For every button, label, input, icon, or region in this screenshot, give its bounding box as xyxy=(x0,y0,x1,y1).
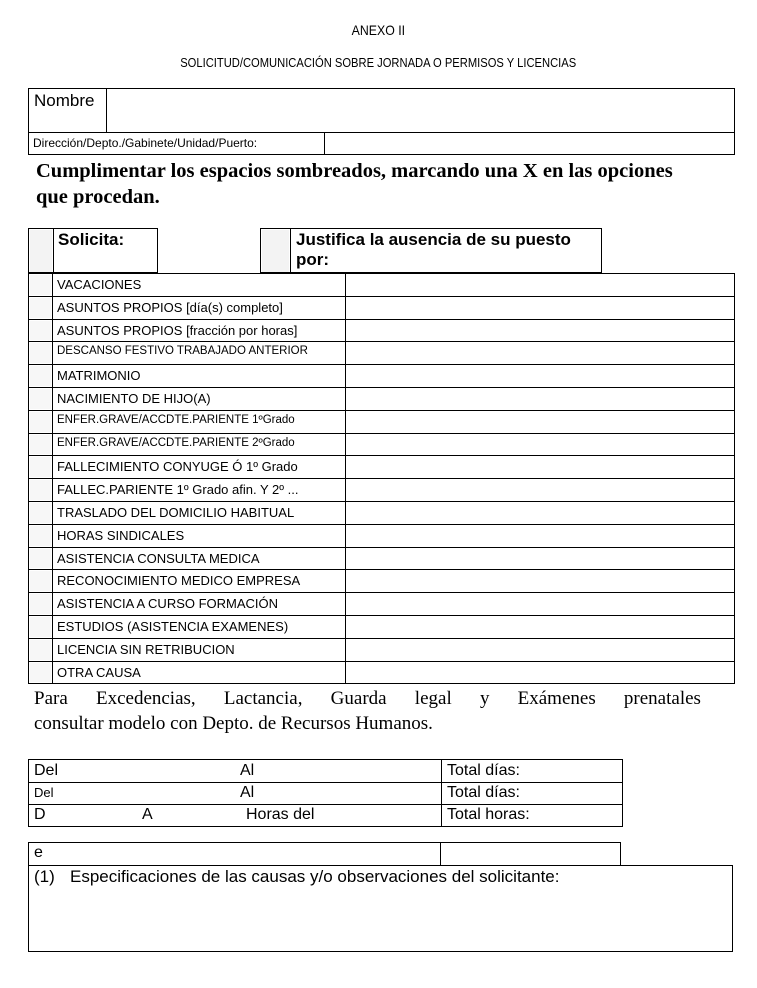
note-word: prenatales xyxy=(623,688,701,709)
reason-label: ASISTENCIA CONSULTA MEDICA xyxy=(57,550,260,566)
reason-checkbox[interactable] xyxy=(30,435,51,455)
reason-detail-field[interactable] xyxy=(347,435,733,455)
reason-checkbox[interactable] xyxy=(30,549,51,569)
observations-label: Especificaciones de las causas y/o observaciones del solicitante: xyxy=(70,867,560,886)
note-text xyxy=(34,686,701,736)
reason-detail-field[interactable] xyxy=(347,275,733,295)
solicita-label: Solicita: xyxy=(58,230,125,249)
justifica-label: Justifica la ausencia de su puesto por: xyxy=(296,230,571,269)
reason-label: FALLEC.PARIENTE 1º Grado afin. Y 2º ... xyxy=(57,482,299,498)
reason-detail-field[interactable] xyxy=(347,594,733,614)
reason-checkbox[interactable] xyxy=(30,457,51,477)
reason-label: MATRIMONIO xyxy=(57,368,141,384)
date-from-label-1: Del xyxy=(34,762,59,779)
reason-checkbox[interactable] xyxy=(30,480,51,500)
solicita-checkbox[interactable] xyxy=(30,230,52,272)
reason-checkbox[interactable] xyxy=(30,343,51,363)
reason-checkbox[interactable] xyxy=(30,503,51,523)
reason-detail-field[interactable] xyxy=(347,571,733,591)
reason-checkbox[interactable] xyxy=(30,275,51,295)
observations-number: (1) xyxy=(34,867,55,886)
reason-label: ESTUDIOS (ASISTENCIA EXAMENES) xyxy=(57,619,289,634)
reason-detail-field[interactable] xyxy=(347,617,733,637)
reason-checkbox[interactable] xyxy=(30,663,51,683)
total-hours-label: Total horas: xyxy=(447,806,530,823)
reason-detail-field[interactable] xyxy=(347,663,733,683)
date-to-label-1: Al xyxy=(240,762,255,779)
reason-label: FALLECIMIENTO CONYUGE Ó 1º Grado xyxy=(57,459,298,475)
reason-detail-field[interactable] xyxy=(347,366,733,386)
note-word: Excedencias, xyxy=(95,688,196,709)
reason-checkbox[interactable] xyxy=(30,412,51,432)
dates-box xyxy=(28,759,623,827)
note-word: Guarda xyxy=(330,688,387,709)
reason-detail-field[interactable] xyxy=(347,412,733,432)
reason-label: VACACIONES xyxy=(57,277,142,292)
reason-checkbox[interactable] xyxy=(30,571,51,591)
reason-checkbox[interactable] xyxy=(30,526,51,546)
reason-checkbox[interactable] xyxy=(30,617,51,637)
note-word: Lactancia, xyxy=(223,688,303,709)
reason-checkbox[interactable] xyxy=(30,389,51,409)
total-days-label-1: Total días: xyxy=(447,762,520,779)
reason-label: ASUNTOS PROPIOS [día(s) completo] xyxy=(57,299,283,315)
note-word: Para xyxy=(34,688,68,709)
reason-detail-field[interactable] xyxy=(347,503,733,523)
reason-label: LICENCIA SIN RETRIBUCION xyxy=(57,641,235,657)
reason-label: NACIMIENTO DE HIJO(A) xyxy=(57,391,211,406)
note-word: legal xyxy=(414,688,452,709)
reason-detail-field[interactable] xyxy=(347,343,733,363)
reason-checkbox[interactable] xyxy=(30,321,51,341)
extra-row-label: e xyxy=(34,844,43,861)
note-word: Exámenes xyxy=(517,688,596,709)
hours-day-label: D xyxy=(34,806,46,823)
date-to-label-2: Al xyxy=(240,784,255,801)
annex-title: ANEXO II xyxy=(351,22,406,38)
reason-checkbox[interactable] xyxy=(30,366,51,386)
department-label: Dirección/Depto./Gabinete/Unidad/Puerto: xyxy=(33,136,258,150)
reason-label: HORAS SINDICALES xyxy=(57,527,185,543)
reason-detail-field[interactable] xyxy=(347,298,733,318)
extra-row-box xyxy=(28,842,621,866)
department-field[interactable] xyxy=(326,134,732,153)
reason-detail-field[interactable] xyxy=(347,640,733,660)
instructions-text: Cumplimentar los espacios sombreados, marcando una X en las opciones que procedan. xyxy=(36,160,673,208)
note-line-2: consultar modelo con Depto. de Recursos Humanos. xyxy=(34,713,433,734)
reason-label: ENFER.GRAVE/ACCDTE.PARIENTE 1ºGrado xyxy=(57,413,295,426)
reason-label: ASUNTOS PROPIOS [fracción por horas] xyxy=(57,322,298,338)
document-title: SOLICITUD/COMUNICACIÓN SOBRE JORNADA O PERMISOS Y LICENCIAS xyxy=(180,55,577,70)
reason-detail-field[interactable] xyxy=(347,549,733,569)
name-field[interactable] xyxy=(108,90,732,130)
hours-from-label: Horas del xyxy=(246,806,315,823)
reason-detail-field[interactable] xyxy=(347,321,733,341)
reason-label: ENFER.GRAVE/ACCDTE.PARIENTE 2ºGrado xyxy=(57,436,295,449)
hours-a-label: A xyxy=(142,806,153,823)
total-days-label-2: Total días: xyxy=(447,784,520,801)
reason-label: RECONOCIMIENTO MEDICO EMPRESA xyxy=(57,573,301,589)
reason-label: ASISTENCIA A CURSO FORMACIÓN xyxy=(57,596,279,612)
name-label: Nombre xyxy=(34,91,95,110)
reason-label: DESCANSO FESTIVO TRABAJADO ANTERIOR xyxy=(57,345,308,358)
justifica-checkbox[interactable] xyxy=(262,230,289,272)
note-word: y xyxy=(479,688,490,709)
reason-detail-field[interactable] xyxy=(347,480,733,500)
reason-checkbox[interactable] xyxy=(30,298,51,318)
reason-checkbox[interactable] xyxy=(30,640,51,660)
reason-detail-field[interactable] xyxy=(347,457,733,477)
reason-label: OTRA CAUSA xyxy=(57,664,141,680)
reason-checkbox[interactable] xyxy=(30,594,51,614)
reason-label: TRASLADO DEL DOMICILIO HABITUAL xyxy=(57,505,295,520)
date-from-label-2: Del xyxy=(34,785,54,800)
reason-detail-field[interactable] xyxy=(347,389,733,409)
reason-detail-field[interactable] xyxy=(347,526,733,546)
